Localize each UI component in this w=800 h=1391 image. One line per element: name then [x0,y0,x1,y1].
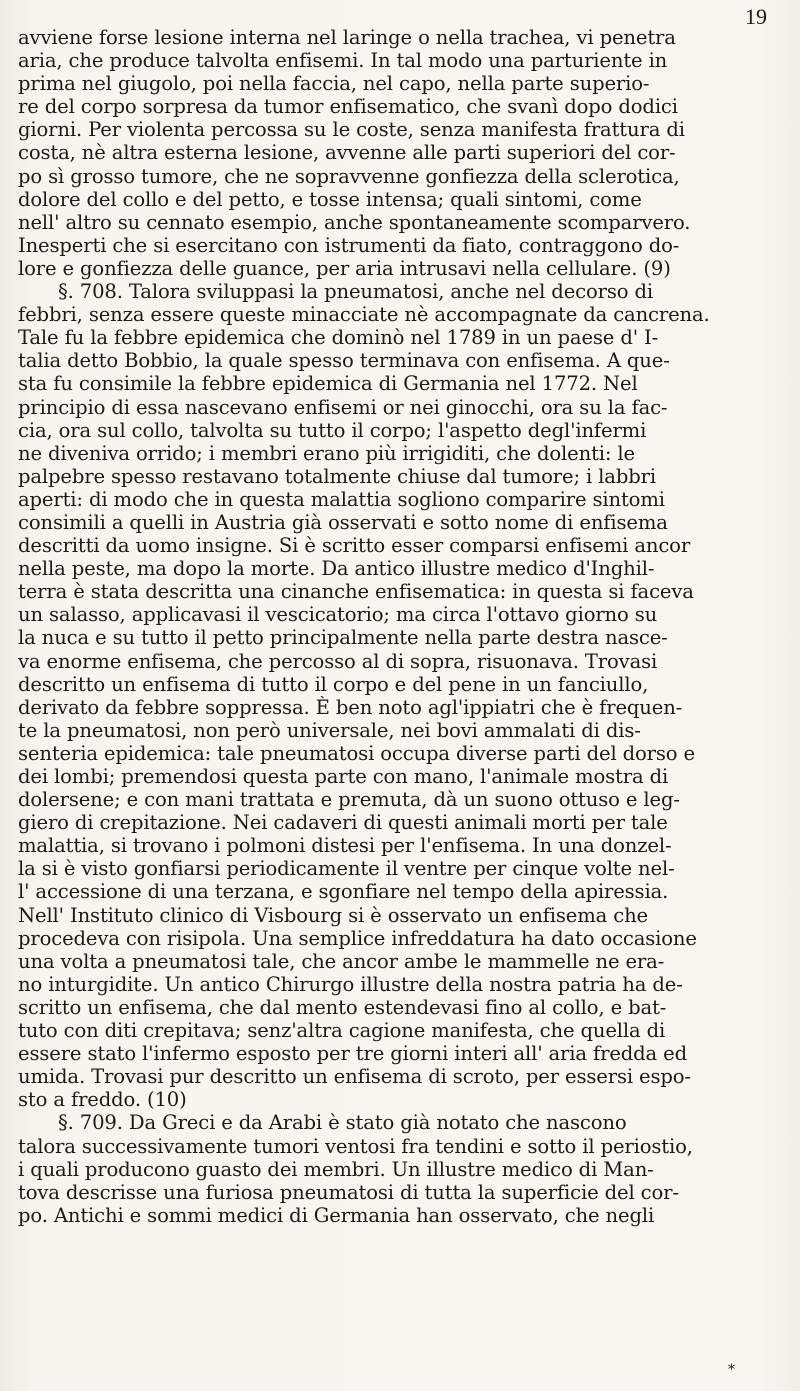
body-text [18,26,796,1227]
text-line: senteria epidemica: tale pneumatosi occupa diverse parti del dorso e [18,741,695,765]
text-line: Tale fu la febbre epidemica che dominò nel 1789 in un paese d' I- [18,326,659,350]
text-line: sto a freddo. (10) [18,1088,187,1112]
text-line: Inesperti che si esercitano con istrumenti da fiato, contraggono do- [18,233,680,257]
text-line: te la pneumatosi, non però universale, nei bovi ammalati di dis- [18,718,641,742]
text-line: descritti da uomo insigne. Si è scritto esser comparsi enfisemi ancor [18,534,691,558]
text-line: derivato da febbre soppressa. È ben noto agl'ippiatri che è frequen- [18,695,683,719]
text-line: i quali producono guasto dei membri. Un illustre medico di Man- [18,1157,654,1181]
text-line: avviene forse lesione interna nel laringe o nella trachea, vi penetra [18,26,676,49]
text-line: po sì grosso tumore, che ne sopravvenne gonfiezza della sclerotica, [18,164,680,188]
text-line: descritto un enfisema di tutto il corpo e del pene in un fanciullo, [18,672,649,696]
text-line: sta fu consimile la febbre epidemica di Germania nel 1772. Nel [18,372,638,396]
text-line: va enorme enfisema, che percosso al di sopra, risuonava. Trovasi [18,649,658,673]
text-line: dolore del collo e del petto, e tosse intensa; quali sintomi, come [18,187,642,211]
text-line: scritto un enfisema, che dal mento estendevasi fino al collo, e bat- [18,995,667,1019]
text-line: talia detto Bobbio, la quale spesso terminava con enfisema. A que- [18,349,670,373]
text-line: dolersene; e con mani trattata e premuta, dà un suono ottuso e leg- [18,788,680,812]
text-line: procedeva con risipola. Una semplice infreddatura ha dato occasione [18,926,697,950]
text-line: essere stato l'infermo esposto per tre giorni interi all' aria fredda ed [18,1042,688,1066]
text-line: nella peste, ma dopo la morte. Da antico illustre medico d'Inghil- [18,557,655,581]
text-line: una volta a pneumatosi tale, che ancor ambe le mammelle ne era- [18,949,665,973]
text-line: no inturgidite. Un antico Chirurgo illustre della nostra patria ha de- [18,972,683,996]
text-line: la nuca e su tutto il petto principalmente nella parte destra nasce- [18,626,668,650]
text-line: giorni. Per violenta percossa su le coste, senza manifesta frattura di [18,118,685,142]
text-line: prima nel giugolo, poi nella faccia, nel capo, nella parte superio- [18,72,650,96]
text-line: cia, ora sul collo, talvolta su tutto il corpo; l'aspetto degl'infermi [18,418,647,442]
text-line: febbri, senza essere queste minacciate nè accompagnate da cancrena. [18,303,710,327]
text-line: giero di crepitazione. Nei cadaveri di questi animali morti per tale [18,811,668,835]
text-line: talora successivamente tumori ventosi fra tendini e sotto il periostio, [18,1134,693,1158]
text-line: re del corpo sorpresa da tumor enfisematico, che svanì dopo dodici [18,95,678,119]
text-line: tova descrisse una furiosa pneumatosi di tutta la superficie del cor- [18,1180,679,1204]
text-line: aperti: di modo che in questa malattia sogliono comparire sintomi [18,487,665,511]
text-line: tuto con diti crepitava; senz'altra cagione manifesta, che quella di [18,1019,666,1043]
page-number: 19 [745,4,767,29]
text-line: aria, che produce talvolta enfisemi. In tal modo una parturiente in [18,49,668,73]
text-line: umida. Trovasi pur descritto un enfisema di scroto, per essersi espo- [18,1065,691,1089]
text-line: §. 709. Da Greci e da Arabi è stato già notato che nascono [58,1111,627,1135]
text-line: principio di essa nascevano enfisemi or nei ginocchi, ora su la fac- [18,395,668,419]
footer-mark: * [728,1362,735,1378]
text-line: §. 708. Talora sviluppasi la pneumatosi, anche nel decorso di [58,280,653,304]
text-line: l' accessione di una terzana, e sgonfiare nel tempo della apiressia. [18,880,669,904]
text-line: terra è stata descritta una cinanche enfisematica: in questa si faceva [18,580,694,604]
text-line: lore e gonfiezza delle guance, per aria intrusavi nella cellulare. (9) [18,256,671,280]
text-line: consimili a quelli in Austria già osservati e sotto nome di enfisema [18,510,668,534]
text-line: costa, nè altra esterna lesione, avvenne alle parti superiori del cor- [18,141,676,165]
text-line: nell' altro su cennato esempio, anche spontaneamente scomparvero. [18,210,691,234]
text-line: dei lombi; premendosi questa parte con mano, l'animale mostra di [18,765,669,788]
text-line: un salasso, applicavasi il vescicatorio; ma circa l'ottavo giorno su [18,603,658,627]
text-line: malattia, si trovano i polmoni distesi per l'enfisema. In una donzel- [18,834,672,858]
text-line: la si è visto gonfiarsi periodicamente il ventre per cinque volte nel- [18,857,675,881]
text-line: Nell' Instituto clinico di Visbourg si è osservato un enfisema che [18,903,649,927]
text-line: po. Antichi e sommi medici di Germania han osservato, che negli [18,1203,655,1227]
footer-mark-row [0,1362,800,1378]
text-line: palpebre spesso restavano totalmente chiuse dal tumore; i labbri [18,464,656,488]
text-line: ne diveniva orrido; i membri erano più irrigiditi, che dolenti: le [18,441,635,465]
